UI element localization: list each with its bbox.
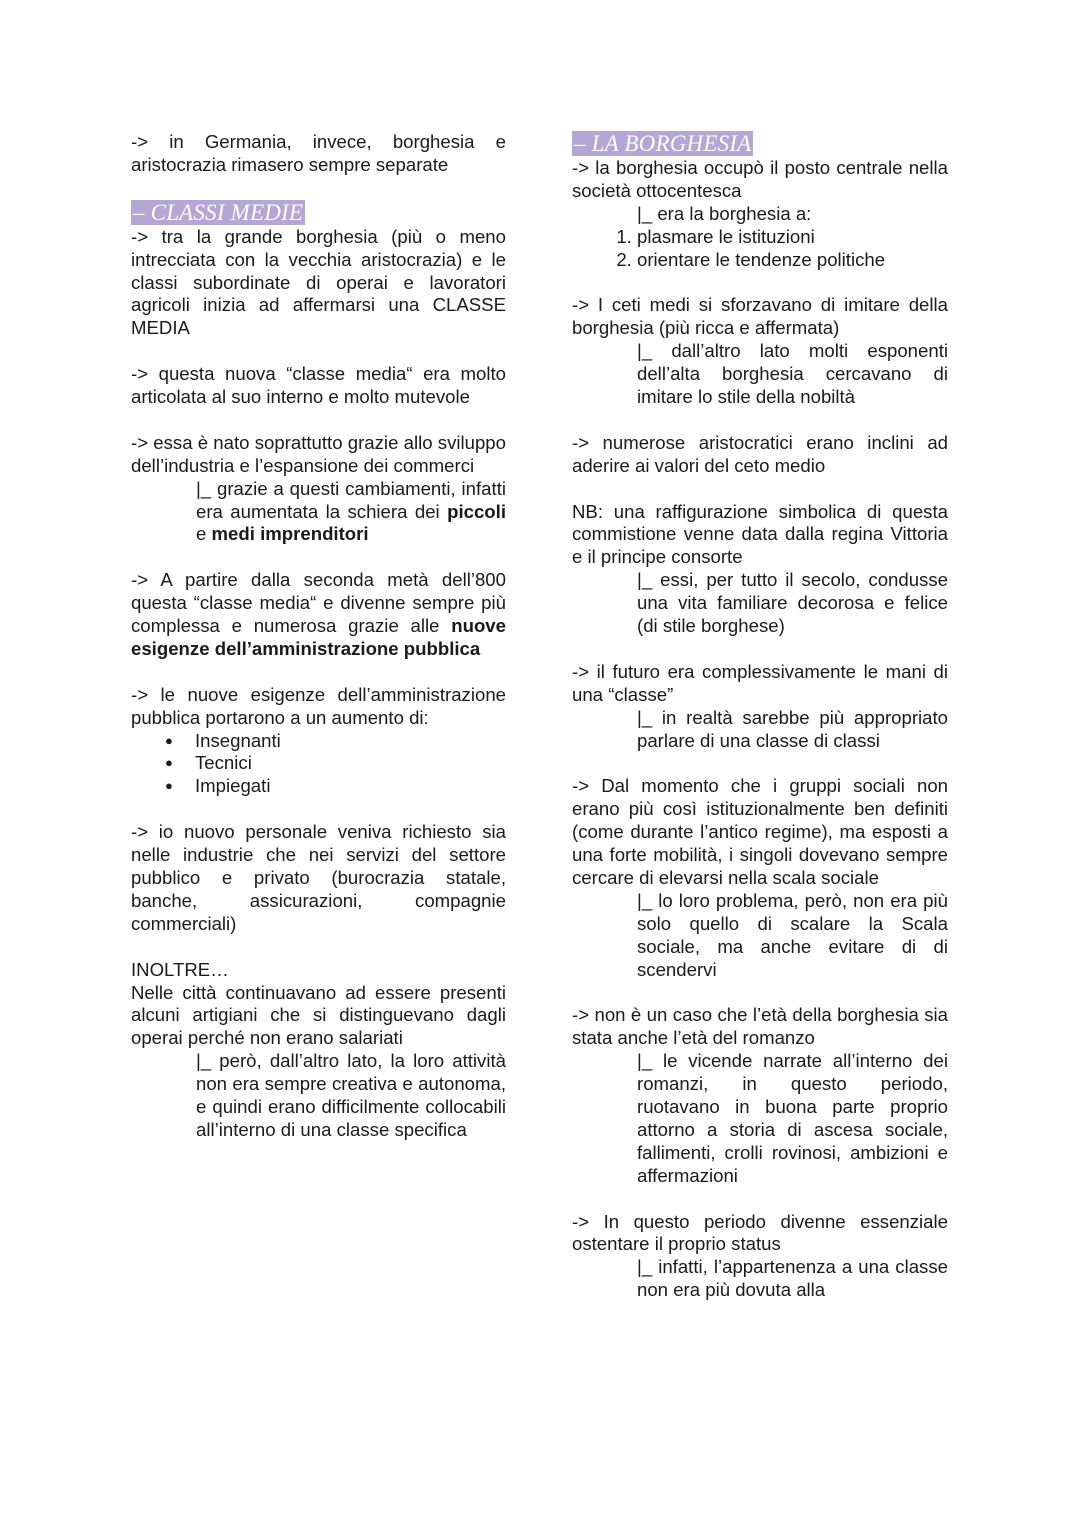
sub-point-appartenenza: |_ infatti, l’appartenenza a una classe non era più dovuta alla bbox=[637, 1256, 948, 1301]
paragraph-text: -> A partire dalla seconda metà dell’800 questa “classe media“ e divenne sempre più complessa e numerosa grazie alle bbox=[131, 569, 506, 637]
paragraph-borghesia-centrale: -> la borghesia occupò il posto centrale nella società ottocentesca bbox=[572, 157, 948, 201]
paragraph-nuove-esigenze: -> le nuove esigenze dell’amministrazione pubblica portarono a un aumento di: bbox=[131, 683, 506, 728]
numbered-list bbox=[572, 226, 948, 272]
list-item: ● Impiegati bbox=[195, 775, 506, 798]
sub-point-classe-di-classi: |_ in realtà sarebbe più appropriato parlare di una classe di classi bbox=[637, 706, 948, 751]
sub-point-scala-sociale: |_ lo loro problema, però, non era più solo quello di scalare la Scala sociale, ma anche evitare di di scendervi bbox=[637, 889, 948, 980]
paragraph-nb-vittoria: NB: una raffigurazione simbolica di questa commistione venne data dalla regina Vittoria e il principe consorte bbox=[572, 500, 948, 568]
section-heading-classi-medie: – CLASSI MEDIE bbox=[133, 199, 304, 225]
left-column bbox=[131, 131, 506, 1142]
paragraph-ostentare-status: -> In questo periodo divenne essenziale ostentare il proprio status bbox=[572, 1210, 948, 1255]
list-item: ● Tecnici bbox=[195, 752, 506, 775]
paragraph-seconda-meta-800 bbox=[131, 569, 506, 661]
paragraph-mobilita-sociale: -> Dal momento che i gruppi sociali non erano più così istituzionalmente ben definiti (come durante l’antico regime), ma esposti a una forte mobilità, i singoli dovevano sempre cercare di elevarsi nella scala sociale bbox=[572, 775, 948, 889]
sub-point-text: |_ grazie a questi cambiamenti, infatti era aumentata la schiera dei bbox=[196, 477, 506, 522]
paragraph-ceti-medi: -> I ceti medi si sforzavano di imitare della borghesia (più ricca e affermata) bbox=[572, 294, 948, 339]
paragraph-nuovo-personale: -> io nuovo personale veniva richiesto sia nelle industrie che nei servizi del settore pubblico e privato (burocrazia statale, banche, assicurazioni, compagnie commerciali) bbox=[131, 821, 506, 934]
list-item: 2. orientare le tendenze politiche bbox=[637, 249, 948, 272]
paragraph-aristocratici: -> numerose aristocratici erano inclini ad aderire ai valori del ceto medio bbox=[572, 431, 948, 476]
list-item: ● Insegnanti bbox=[195, 730, 506, 753]
conjunction: e bbox=[196, 523, 212, 545]
sub-point-imprenditori bbox=[196, 478, 506, 547]
sub-point-artigiani: |_ però, dall’altro lato, la loro attività non era sempre creativa e autonoma, e quindi erano difficilmente collocabili all’interno di una classe specifica bbox=[196, 1050, 506, 1140]
sub-point-alta-borghesia: |_ dall’altro lato molti esponenti dell’alta borghesia cercavano di imitare lo stile della nobiltà bbox=[637, 340, 948, 408]
sub-point-vita-familiare: |_ essi, per tutto il secolo, condusse una vita familiare decorosa e felice (di stile borghese) bbox=[637, 569, 948, 637]
sub-point-borghesia: |_ era la borghesia a: bbox=[637, 202, 812, 224]
list-item: 1. plasmare le istituzioni bbox=[637, 226, 948, 249]
sub-point-romanzi: |_ le vicende narrate all’interno dei romanzi, in questo periodo, ruotavano in buona parte proprio attorno a storia di ascesa sociale, fallimenti, crolli rovinosi, ambizioni e affermazioni bbox=[637, 1050, 948, 1186]
paragraph-inoltre-title: INOLTRE… bbox=[131, 958, 229, 980]
paragraph-artigiani: Nelle città continuavano ad essere presenti alcuni artigiani che si distinguevano dagli operai perché non erano salariati bbox=[131, 981, 506, 1049]
bold-medi-imprenditori: medi imprenditori bbox=[211, 523, 369, 545]
intro-paragraph: -> in Germania, invece, borghesia e aristocrazia rimasero sempre separate bbox=[131, 131, 506, 175]
bold-piccoli: piccoli bbox=[447, 500, 506, 522]
paragraph-industria-commerci: -> essa è nato soprattutto grazie allo sviluppo dell’industria e l’espansione dei commerci bbox=[131, 431, 506, 476]
right-column bbox=[572, 131, 948, 1302]
paragraph-eta-romanzo: -> non è un caso che l’età della borghesia sia stata anche l’età del romanzo bbox=[572, 1004, 948, 1049]
paragraph-futuro-classe: -> il futuro era complessivamente le mani di una “classe” bbox=[572, 660, 948, 705]
bold-amministrazione-pubblica: nuove esigenze dell’amministrazione pubblica bbox=[131, 615, 506, 659]
paragraph-classe-media-intro: -> tra la grande borghesia (più o meno intrecciata con la vecchia aristocrazia) e le classi subordinate di operai e lavoratori agricoli inizia ad affermarsi una CLASSE MEDIA bbox=[131, 225, 506, 339]
paragraph-classe-media-articolata: -> questa nuova “classe media“ era molto articolata al suo interno e molto mutevole bbox=[131, 363, 506, 408]
section-heading-la-borghesia: – LA BORGHESIA bbox=[574, 131, 752, 156]
bullet-list bbox=[131, 730, 506, 799]
